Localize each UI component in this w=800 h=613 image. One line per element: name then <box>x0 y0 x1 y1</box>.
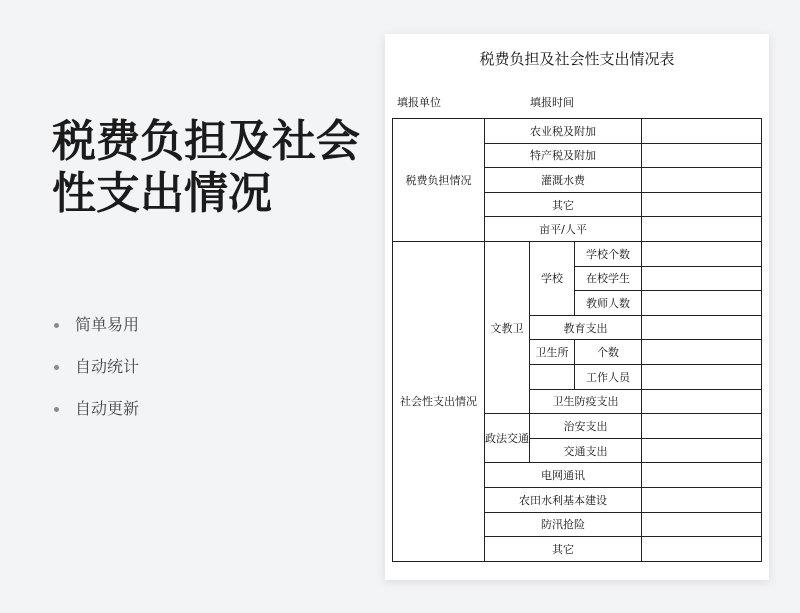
value-cell[interactable] <box>642 463 762 488</box>
row-label: 工作人员 <box>575 364 642 389</box>
row-label: 农田水利基本建设 <box>485 487 642 512</box>
row-label: 灌溉水费 <box>485 168 642 193</box>
unit-label: 填报单位 <box>397 96 441 109</box>
value-cell[interactable] <box>642 119 762 144</box>
value-cell[interactable] <box>642 168 762 193</box>
row-label: 教师人数 <box>575 291 642 316</box>
table-row <box>393 119 762 144</box>
value-cell[interactable] <box>642 537 762 562</box>
document-title: 税费负担及社会性支出情况表 <box>479 50 675 68</box>
feature-label: 简单易用 <box>75 315 140 334</box>
social-section-label: 社会性支出情况 <box>393 241 485 561</box>
feature-label: 自动统计 <box>75 357 140 376</box>
health-center-label: 卫生所 <box>530 340 575 365</box>
value-cell[interactable] <box>642 217 762 242</box>
row-label: 农业税及附加 <box>485 119 642 144</box>
value-cell[interactable] <box>642 414 762 439</box>
value-cell[interactable] <box>642 487 762 512</box>
row-label: 教育支出 <box>530 315 642 340</box>
row-label: 治安支出 <box>530 414 642 439</box>
feature-label: 自动更新 <box>75 399 140 418</box>
feature-item <box>52 396 139 438</box>
row-label: 防汛抢险 <box>485 512 642 537</box>
table-row <box>393 241 762 266</box>
feature-list <box>52 312 139 438</box>
row-label: 亩平/人平 <box>485 217 642 242</box>
bullet-dot-icon <box>54 323 59 328</box>
value-cell[interactable] <box>642 512 762 537</box>
politics-transport-label: 政法交通 <box>485 414 530 463</box>
row-label: 交通支出 <box>530 438 642 463</box>
empty-cell <box>530 364 575 389</box>
value-cell[interactable] <box>642 315 762 340</box>
value-cell[interactable] <box>642 389 762 414</box>
row-label: 其它 <box>485 192 642 217</box>
value-cell[interactable] <box>642 266 762 291</box>
row-label: 电网通讯 <box>485 463 642 488</box>
bullet-dot-icon <box>54 407 59 412</box>
value-cell[interactable] <box>642 241 762 266</box>
hero-title: 税费负担及社会性支出情况 <box>52 116 360 219</box>
tax-section-label: 税费负担情况 <box>393 119 485 242</box>
value-cell[interactable] <box>642 291 762 316</box>
time-label: 填报时间 <box>530 96 574 109</box>
expenditure-table <box>392 118 762 562</box>
row-label: 学校个数 <box>575 241 642 266</box>
value-cell[interactable] <box>642 438 762 463</box>
row-label: 个数 <box>575 340 642 365</box>
school-label: 学校 <box>530 241 575 315</box>
row-label: 在校学生 <box>575 266 642 291</box>
row-label: 卫生防疫支出 <box>530 389 642 414</box>
row-label: 其它 <box>485 537 642 562</box>
feature-item <box>52 312 139 354</box>
wenjiaowei-label: 文教卫 <box>485 241 530 413</box>
row-label: 特产税及附加 <box>485 143 642 168</box>
value-cell[interactable] <box>642 143 762 168</box>
value-cell[interactable] <box>642 364 762 389</box>
document-preview <box>385 34 769 580</box>
value-cell[interactable] <box>642 192 762 217</box>
feature-item <box>52 354 139 396</box>
value-cell[interactable] <box>642 340 762 365</box>
bullet-dot-icon <box>54 365 59 370</box>
